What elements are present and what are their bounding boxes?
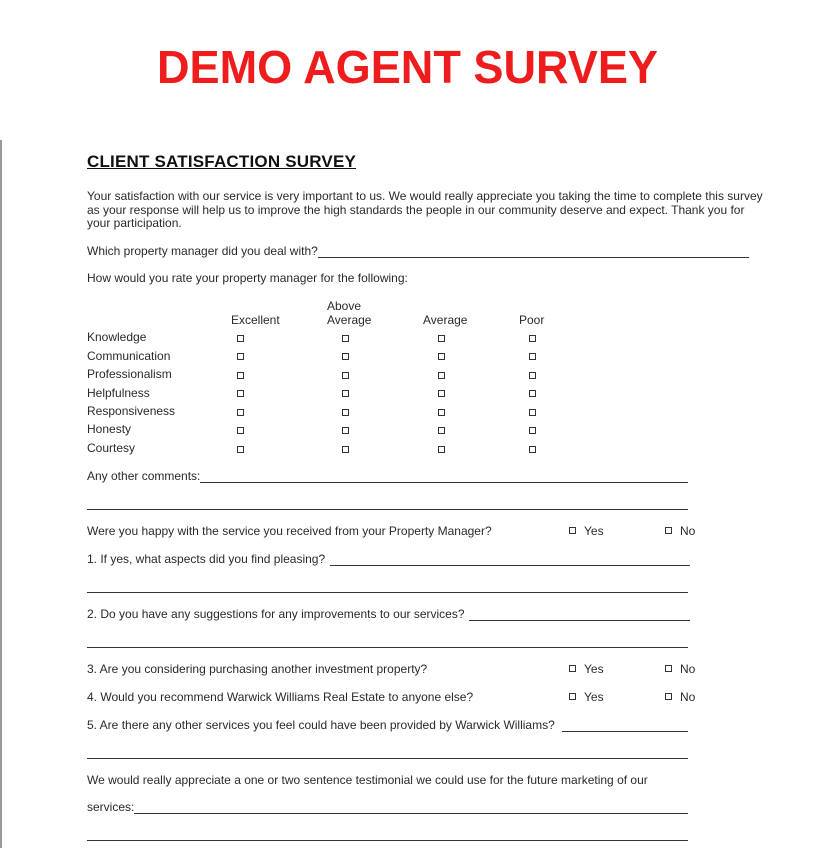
page-title: CLIENT SATISFACTION SURVEY xyxy=(87,152,357,171)
testimonial-line-1[interactable] xyxy=(134,813,688,814)
comments-line-1[interactable] xyxy=(200,482,688,483)
rating-checkbox-excellent[interactable] xyxy=(237,446,244,453)
rating-checkbox-poor[interactable] xyxy=(529,390,536,397)
rating-checkbox-poor[interactable] xyxy=(529,427,536,434)
rating-checkbox-excellent[interactable] xyxy=(237,409,244,416)
q2-line-2[interactable] xyxy=(87,647,688,648)
property-manager-answer-line[interactable] xyxy=(318,257,749,258)
rating-checkbox-poor[interactable] xyxy=(529,446,536,453)
rating-checkbox-poor[interactable] xyxy=(529,372,536,379)
col-excellent: Excellent xyxy=(231,313,280,327)
col-average: Average xyxy=(423,313,468,327)
rating-row-label: Honesty xyxy=(87,422,132,436)
rating-checkbox-above-average[interactable] xyxy=(342,390,349,397)
rating-row-label: Helpfulness xyxy=(87,386,150,400)
rating-checkbox-excellent[interactable] xyxy=(237,372,244,379)
rating-checkbox-above-average[interactable] xyxy=(342,446,349,453)
rating-checkbox-above-average[interactable] xyxy=(342,335,349,342)
comments-question: Any other comments: xyxy=(87,469,201,483)
q5-text: 5. Are there any other services you feel could have been provided by Warwick Williams? xyxy=(87,718,555,732)
property-manager-question: Which property manager did you deal with? xyxy=(87,244,318,258)
col-poor: Poor xyxy=(519,313,545,327)
rating-checkbox-poor[interactable] xyxy=(529,353,536,360)
rating-checkbox-average[interactable] xyxy=(438,427,445,434)
rating-question: How would you rate your property manager for the following: xyxy=(87,271,408,285)
q4-text: 4. Would you recommend Warwick Williams Real Estate to anyone else? xyxy=(87,690,474,704)
rating-checkbox-above-average[interactable] xyxy=(342,409,349,416)
intro-paragraph: Your satisfaction with our service is very important to us. We would really appreciate you taking the time to complete this survey as your response will help us to improve the high standards the people in our community deserve and expect. Thank you for your participation. xyxy=(87,189,763,230)
rating-checkbox-average[interactable] xyxy=(438,390,445,397)
rating-checkbox-above-average[interactable] xyxy=(342,353,349,360)
q3-text: 3. Are you considering purchasing another investment property? xyxy=(87,662,428,676)
page-left-edge xyxy=(0,140,2,848)
happy-no-label: No xyxy=(680,524,696,538)
testimonial-line-2[interactable] xyxy=(87,840,688,841)
rating-checkbox-poor[interactable] xyxy=(529,335,536,342)
rating-checkbox-average[interactable] xyxy=(438,372,445,379)
rating-checkbox-poor[interactable] xyxy=(529,409,536,416)
testimonial-services-label: services: xyxy=(87,800,135,814)
rating-row-label: Professionalism xyxy=(87,367,172,381)
rating-checkbox-above-average[interactable] xyxy=(342,372,349,379)
q3-yes-label: Yes xyxy=(584,662,604,676)
comments-line-2[interactable] xyxy=(87,509,688,510)
testimonial-text: We would really appreciate a one or two sentence testimonial we could use for the future marketing of our xyxy=(87,773,648,787)
q3-yes-checkbox[interactable] xyxy=(569,665,576,672)
happy-question: Were you happy with the service you received from your Property Manager? xyxy=(87,524,492,538)
q4-no-label: No xyxy=(680,690,696,704)
col-above-line2: Average xyxy=(327,312,372,327)
rating-row-label: Courtesy xyxy=(87,441,136,455)
q4-no-checkbox[interactable] xyxy=(665,693,672,700)
rating-checkbox-average[interactable] xyxy=(438,409,445,416)
q5-line-2[interactable] xyxy=(87,758,688,759)
happy-yes-checkbox[interactable] xyxy=(569,527,576,534)
rating-checkbox-excellent[interactable] xyxy=(237,335,244,342)
rating-checkbox-excellent[interactable] xyxy=(237,427,244,434)
q2-line-1[interactable] xyxy=(469,620,690,621)
rating-row-label: Communication xyxy=(87,349,171,363)
happy-yes-label: Yes xyxy=(584,524,604,538)
rating-row-label: Responsiveness xyxy=(87,404,176,418)
col-above-average xyxy=(327,300,371,327)
rating-checkbox-average[interactable] xyxy=(438,353,445,360)
rating-row-label: Knowledge xyxy=(87,330,147,344)
q3-no-label: No xyxy=(680,662,696,676)
rating-checkbox-excellent[interactable] xyxy=(237,390,244,397)
q1-line-2[interactable] xyxy=(87,592,688,593)
col-above-line1: Above xyxy=(327,299,362,313)
q1-line-1[interactable] xyxy=(330,565,690,566)
demo-banner: DEMO AGENT SURVEY xyxy=(157,41,658,93)
q4-yes-checkbox[interactable] xyxy=(569,693,576,700)
q2-text: 2. Do you have any suggestions for any improvements to our services? xyxy=(87,607,465,621)
rating-checkbox-average[interactable] xyxy=(438,446,445,453)
rating-checkbox-above-average[interactable] xyxy=(342,427,349,434)
happy-no-checkbox[interactable] xyxy=(665,527,672,534)
rating-checkbox-excellent[interactable] xyxy=(237,353,244,360)
q1-text: 1. If yes, what aspects did you find pleasing? xyxy=(87,552,326,566)
rating-checkbox-average[interactable] xyxy=(438,335,445,342)
q3-no-checkbox[interactable] xyxy=(665,665,672,672)
q4-yes-label: Yes xyxy=(584,690,604,704)
q5-line-1[interactable] xyxy=(562,731,688,732)
